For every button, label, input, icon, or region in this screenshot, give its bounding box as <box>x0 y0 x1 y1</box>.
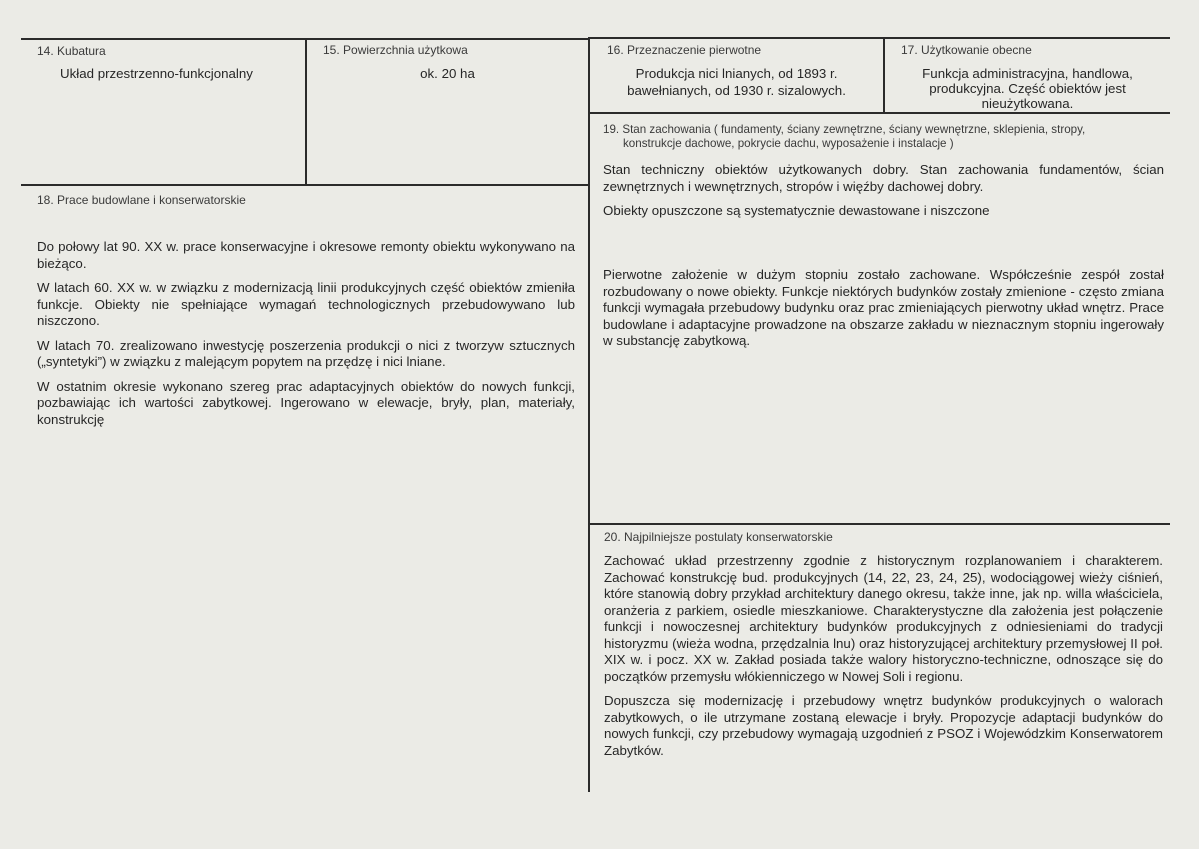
field-16-line-1: Produkcja nici lnianych, od 1893 r. <box>635 66 838 81</box>
field-17-value <box>885 66 1170 111</box>
field-14-label: 14. Kubatura <box>37 44 106 58</box>
field-18-paragraph: W latach 70. zrealizowano inwestycję poszerzenia produkcji o nici z tworzyw sztucznych („syntetyki”) w związku z malejącym popytem na przędzę i nici lniane. <box>37 337 575 369</box>
field-19-paragraph: Pierwotne założenie w dużym stopniu zostało zachowane. Współcześnie zespół został rozbudowany o nowe obiekty. Funkcje niektórych budynków zostały zmienione - często zmiana funkcji wymagała przebudowy budynku oraz prac zmieniających pierwotny układ wnętrz. Prace budowlane i adaptacyjne prowadzone na obszarze zakładu w nieznacznym stopniu ingerowały w substancję zabytkową. <box>603 267 1164 348</box>
top-rule-right <box>588 37 1170 39</box>
field-19-paragraph: Stan techniczny obiektów użytkowanych dobry. Stan zachowania fundamentów, ścian zewnętrznych i wewnętrznych, stropów i więźby dachowej dobry. <box>603 162 1164 194</box>
field-17-line-3: nieużytkowana. <box>981 96 1074 111</box>
field-18-paragraph: Do połowy lat 90. XX w. prace konserwacyjne i okresowe remonty obiektu wykonywano na bieżąco. <box>37 239 575 271</box>
field-17-line-1: Funkcja administracyjna, handlowa, <box>922 66 1133 81</box>
field-19-paragraph: Obiekty opuszczone są systematycznie dewastowane i niszczone <box>603 203 990 218</box>
rule-above-20 <box>588 523 1170 525</box>
field-16-line-2: bawełnianych, od 1930 r. sizalowych. <box>627 82 846 98</box>
field-17-label: 17. Użytkowanie obecne <box>901 43 1032 57</box>
main-divider <box>588 37 590 792</box>
field-18-text <box>37 239 575 436</box>
field-19-label-line-2: konstrukcje dachowe, pokrycie dachu, wyposażenie i instalacje ) <box>623 137 954 150</box>
field-18-paragraph: W ostatnim okresie wykonano szereg prac adaptacyjnych obiektów do nowych funkcji, pozbawiając ich wartości zabytkowej. Ingerowano w elewacje, bryły, plan, materiały, konstrukcję <box>37 378 575 427</box>
field-20-paragraph: Dopuszcza się modernizację i przebudowy wnętrz budynków produkcyjnych o walorach zabytkowych, o ile utrzymane zostaną elewacje i bryły. Propozycje adaptacji budynków do nowych funkcji, czy przebudowy wymagają uzgodnień z PSOZ i Wojewódzkim Konserwatorem Zabytków. <box>604 693 1163 758</box>
field-16-label: 16. Przeznaczenie pierwotne <box>607 43 762 57</box>
field-17-line-2: produkcyjna. Część obiektów jest <box>929 81 1126 96</box>
field-14-value: Układ przestrzenno-funkcjonalny <box>60 66 253 81</box>
field-20-label: 20. Najpilniejsze postulaty konserwatorskie <box>604 530 833 544</box>
divider-14-15 <box>305 38 307 185</box>
field-19-label-line-1: 19. Stan zachowania ( fundamenty, ściany zewnętrzne, ściany wewnętrzne, sklepienia, stropy, <box>603 123 1086 136</box>
field-18-label: 18. Prace budowlane i konserwatorskie <box>37 193 246 207</box>
field-18-paragraph: W latach 60. XX w. w związku z modernizacją linii produkcyjnych część obiektów zmieniła funkcje. Obiekty nie spełniające wymagań technologicznych przebudowywano lub niszczono. <box>37 280 575 328</box>
field-19-text-2 <box>603 267 1164 358</box>
field-20-text <box>604 553 1163 767</box>
rule-under-16-17 <box>588 112 1170 114</box>
field-15-label: 15. Powierzchnia użytkowa <box>323 43 468 57</box>
field-19-label <box>603 123 1085 151</box>
field-16-value <box>590 66 883 99</box>
field-20-paragraph: Zachować układ przestrzenny zgodnie z historycznym rozplanowaniem i charakterem. Zachować konstrukcję bud. produkcyjnych (14, 22, 23, 24, 25), wodociągowej wieży ciśnień, które stanowią dobry przykład architektury danego okresu, także inne, jak np. willa właściciela, oranżeria z parkiem, osiedle mieszkaniowe. Charakterystyczne dla założenia jest połączenie funkcji i nowoczesnej architektury budynków produkcyjnych z odniesieniami do tradycji historyzmu (wieża wodna, przędzalnia lnu) oraz historyzującej architektury przemysłowej II poł. XIX w. i pocz. XX w. Zakład posiada także walory historyczno-techniczne, odnoszące się do początków przemysłu włókienniczego w Nowej Soli i regionu. <box>604 553 1163 684</box>
field-19-text <box>603 162 1164 228</box>
field-15-value: ok. 20 ha <box>420 66 475 81</box>
rule-under-14-15 <box>21 184 588 186</box>
